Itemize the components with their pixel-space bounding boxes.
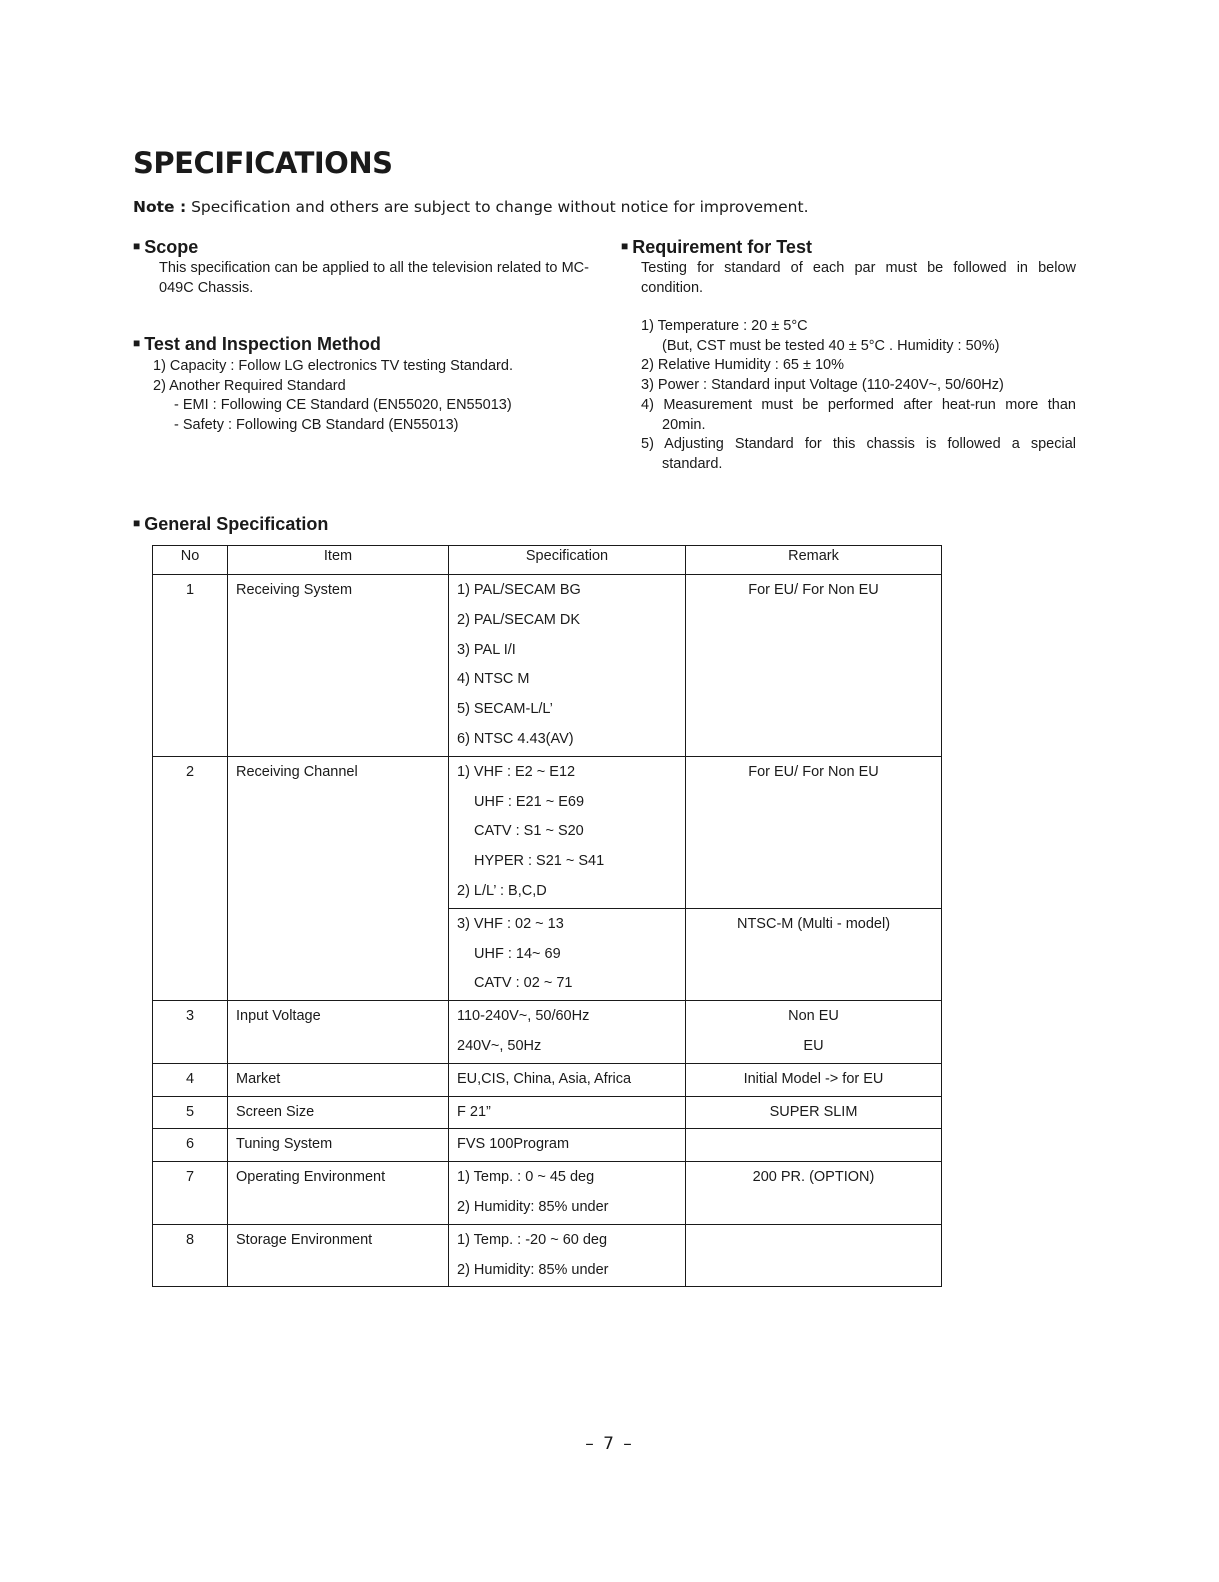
cell-remark	[686, 1224, 942, 1287]
cell-specification: 1) PAL/SECAM BG 2) PAL/SECAM DK 3) PAL I/I 4) NTSC M 5) SECAM-L/L’ 6) NTSC 4.43(AV)	[449, 575, 686, 757]
square-bullet-icon: ■	[133, 336, 141, 350]
cell-remark: Initial Model -> for EU	[686, 1063, 942, 1096]
requirement-item: 2) Relative Humidity : 65 ± 10%	[641, 357, 844, 374]
cell-specification: 1) Temp. : -20 ~ 60 deg 2) Humidity: 85% under	[449, 1224, 686, 1287]
requirement-item: 4) Measurement must be performed after heat-run more than 20min.	[641, 396, 1076, 433]
test-method-heading-text: Test and Inspection Method	[144, 334, 381, 354]
cell-item: Screen Size	[228, 1096, 449, 1129]
cell-specification: F 21”	[449, 1096, 686, 1129]
table-row	[153, 1063, 942, 1096]
requirement-heading	[621, 237, 812, 258]
table-row	[153, 1096, 942, 1129]
requirement-intro	[641, 259, 1076, 298]
scope-paragraph: This specification can be applied to all the television related to MC-049C Chassis.	[159, 260, 589, 296]
cell-no: 2	[153, 756, 228, 1000]
scope-heading	[133, 237, 198, 258]
cell-no: 6	[153, 1129, 228, 1162]
cell-specification: 1) VHF : E2 ~ E12 UHF : E21 ~ E69 CATV : S1 ~ S20 HYPER : S21 ~ S41 2) L/L’ : B,C,D	[449, 756, 686, 908]
cell-no: 1	[153, 575, 228, 757]
square-bullet-icon: ■	[621, 239, 629, 253]
requirement-item: 5) Adjusting Standard for this chassis is followed a special standard.	[641, 436, 1076, 472]
cell-no: 4	[153, 1063, 228, 1096]
requirement-heading-text: Requirement for Test	[632, 237, 812, 257]
table-row	[153, 756, 942, 908]
cell-item: Storage Environment	[228, 1224, 449, 1287]
column-header-specification: Specification	[449, 546, 686, 575]
column-header-no: No	[153, 546, 228, 575]
cell-specification: FVS 100Program	[449, 1129, 686, 1162]
general-spec-heading-text: General Specification	[144, 514, 329, 534]
test-method-line: - Safety : Following CB Standard (EN55013)	[174, 417, 459, 434]
cell-remark: 200 PR. (OPTION)	[686, 1162, 942, 1225]
cell-remark: For EU/ For Non EU	[686, 756, 942, 908]
cell-item: Operating Environment	[228, 1162, 449, 1225]
cell-specification: 110-240V~, 50/60Hz 240V~, 50Hz	[449, 1001, 686, 1064]
cell-item: Receiving System	[228, 575, 449, 757]
cell-item: Tuning System	[228, 1129, 449, 1162]
square-bullet-icon: ■	[133, 239, 141, 253]
requirement-item: 1) Temperature : 20 ± 5°C	[641, 318, 808, 334]
test-method-heading	[133, 334, 381, 355]
cell-remark: SUPER SLIM	[686, 1096, 942, 1129]
page-title: SPECIFICATIONS	[133, 146, 393, 180]
table-row	[153, 1129, 942, 1162]
cell-item: Market	[228, 1063, 449, 1096]
page-number: – 7 –	[585, 1434, 634, 1454]
scope-heading-text: Scope	[144, 237, 199, 257]
cell-specification: 1) Temp. : 0 ~ 45 deg 2) Humidity: 85% under	[449, 1162, 686, 1225]
test-method-line: 2) Another Required Standard	[153, 377, 346, 394]
cell-remark: Non EU EU	[686, 1001, 942, 1064]
cell-no: 3	[153, 1001, 228, 1064]
requirement-list	[641, 317, 1076, 475]
table-row	[153, 1162, 942, 1225]
note-label: Note :	[133, 198, 187, 216]
cell-no: 8	[153, 1224, 228, 1287]
general-spec-table	[152, 545, 942, 1287]
cell-item: Receiving Channel	[228, 756, 449, 1000]
cell-no: 5	[153, 1096, 228, 1129]
table-row	[153, 575, 942, 757]
test-method-list	[153, 357, 513, 436]
note-text: Specification and others are subject to change without notice for improvement.	[191, 198, 809, 216]
general-spec-heading	[133, 514, 328, 535]
square-bullet-icon: ■	[133, 516, 141, 530]
requirement-item: (But, CST must be tested 40 ± 5°C . Humidity : 50%)	[662, 337, 1000, 354]
note	[133, 198, 809, 216]
cell-remark: For EU/ For Non EU	[686, 575, 942, 757]
column-header-remark: Remark	[686, 546, 942, 575]
requirement-item: 3) Power : Standard input Voltage (110-240V~, 50/60Hz)	[641, 377, 1004, 394]
test-method-line: 1) Capacity : Follow LG electronics TV testing Standard.	[153, 358, 513, 374]
scope-text	[159, 259, 589, 298]
cell-remark	[686, 1129, 942, 1162]
cell-item: Input Voltage	[228, 1001, 449, 1064]
requirement-intro-text: Testing for standard of each par must be followed in below condition.	[641, 260, 1076, 296]
table-row	[153, 1224, 942, 1287]
cell-no: 7	[153, 1162, 228, 1225]
column-header-item: Item	[228, 546, 449, 575]
cell-specification: EU,CIS, China, Asia, Africa	[449, 1063, 686, 1096]
test-method-line: - EMI : Following CE Standard (EN55020, EN55013)	[174, 397, 512, 414]
cell-remark: NTSC-M (Multi - model)	[686, 908, 942, 1000]
table-header-row	[153, 546, 942, 575]
table-row	[153, 1001, 942, 1064]
cell-specification: 3) VHF : 02 ~ 13 UHF : 14~ 69 CATV : 02 ~ 71	[449, 908, 686, 1000]
